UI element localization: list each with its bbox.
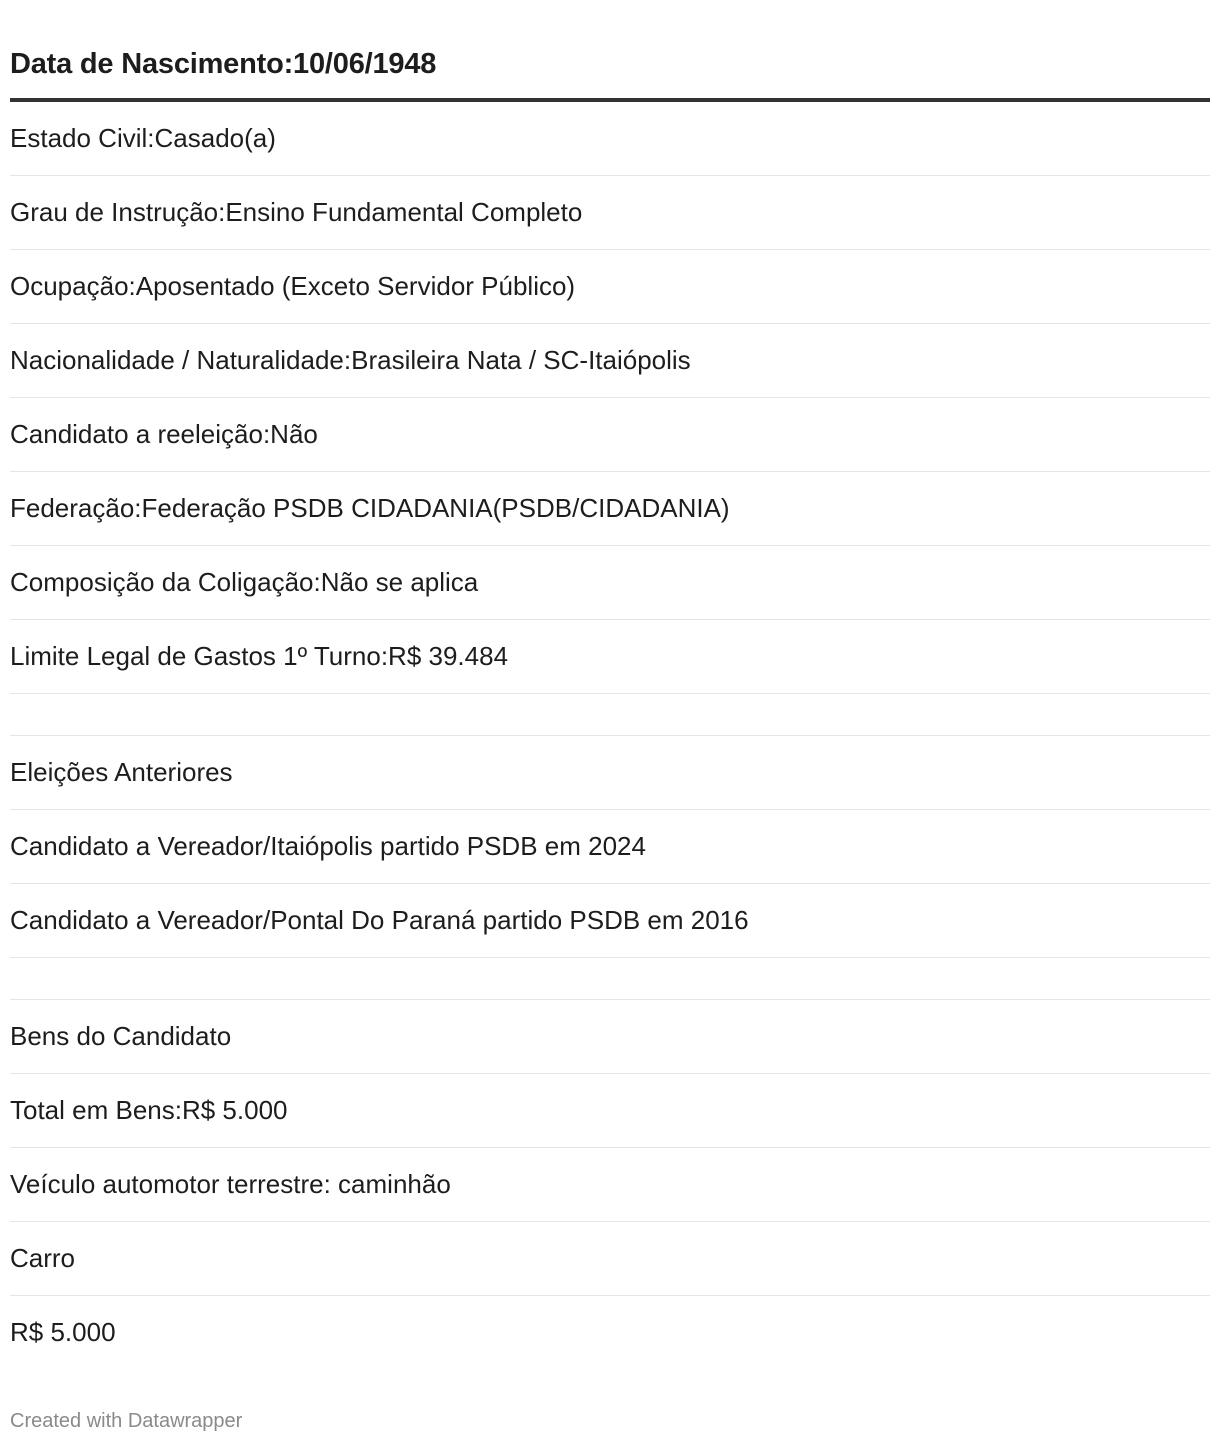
table-cell: Candidato a Vereador/Pontal Do Paraná partido PSDB em 2016 (10, 905, 749, 935)
table-row (10, 324, 1210, 398)
table-row (10, 102, 1210, 176)
table-cell: Veículo automotor terrestre: caminhão (10, 1169, 451, 1199)
table-row (10, 472, 1210, 546)
table-cell: Limite Legal de Gastos 1º Turno:R$ 39.484 (10, 641, 509, 671)
table-cell: Estado Civil:Casado(a) (10, 123, 276, 153)
table-cell: Total em Bens:R$ 5.000 (10, 1095, 288, 1125)
table-cell: Federação:Federação PSDB CIDADANIA(PSDB/CIDADANIA) (10, 493, 730, 523)
datawrapper-credit: Created with Datawrapper (10, 1410, 243, 1432)
table-row (10, 1074, 1210, 1148)
table-header-title: Data de Nascimento:10/06/1948 (10, 48, 437, 80)
table-cell: Carro (10, 1243, 76, 1273)
table-row (10, 398, 1210, 472)
table-cell: Candidato a Vereador/Itaiópolis partido PSDB em 2024 (10, 831, 646, 861)
datawrapper-table (10, 0, 1210, 1369)
table-header (10, 0, 1210, 102)
table-row (10, 546, 1210, 620)
table-row (10, 810, 1210, 884)
table-row-empty (10, 958, 1210, 1000)
table-row (10, 250, 1210, 324)
table-cell: Ocupação:Aposentado (Exceto Servidor Público) (10, 271, 576, 301)
table-cell: Candidato a reeleição:Não (10, 419, 318, 449)
table-cell: Bens do Candidato (10, 1021, 232, 1051)
table-cell: Composição da Coligação:Não se aplica (10, 567, 479, 597)
table-row (10, 884, 1210, 958)
table-row (10, 1000, 1210, 1074)
table-row (10, 176, 1210, 250)
table-cell: Nacionalidade / Naturalidade:Brasileira Nata / SC-Itaiópolis (10, 345, 691, 375)
table-row (10, 1296, 1210, 1369)
table-row-empty (10, 694, 1210, 736)
table-row (10, 736, 1210, 810)
table-cell: Grau de Instrução:Ensino Fundamental Completo (10, 197, 583, 227)
table-cell: Eleições Anteriores (10, 757, 233, 787)
table-cell: R$ 5.000 (10, 1317, 116, 1347)
table-row (10, 1222, 1210, 1296)
table-row (10, 620, 1210, 694)
table-row (10, 1148, 1210, 1222)
